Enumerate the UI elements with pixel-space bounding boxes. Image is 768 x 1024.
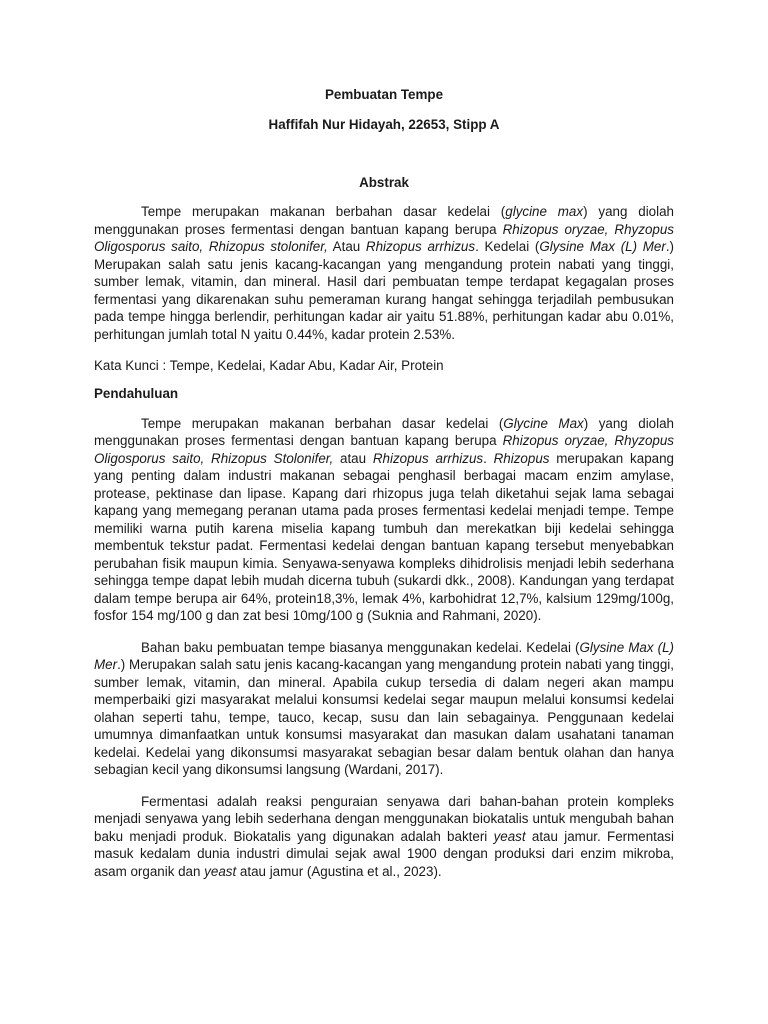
italic-term: Glycine Max	[503, 415, 584, 431]
abstract-paragraph: Tempe merupakan makanan berbahan dasar kedelai (glycine max) yang diolah menggunakan proses fermentasi dengan bantuan kapang berupa Rhizopus oryzae, Rhyzopus Oligosporus saito, Rhizopus stolonifer, Atau Rhizopus arrhizus. Kedelai (Glysine Max (L) Mer.) Merupakan salah satu jenis kacang-kacangan yang mengandung protein nabati yang tinggi, sumber lemak, vitamin, dan mineral. Hasil dari pembuatan tempe terdapat kegagalan proses fermentasi yang dikarenakan suhu pemeraman kurang hangat sehingga terjadilah pembusukan pada tempe hingga berlendir, perhitungan kadar air yaitu 51.88%, perhitungan kadar abu 0.01%, perhitungan jumlah total N yaitu 0.44%, kadar protein 2.53%.	[94, 204, 675, 342]
introduction-heading: Pendahuluan	[94, 385, 179, 401]
italic-term: Rhizopus	[493, 450, 550, 466]
document-page	[94, 86, 674, 894]
italic-term: yeast	[493, 828, 526, 844]
italic-term: Rhizopus oryzae, Rhyzopus Oligosporus saito, Rhizopus stolonifer,	[94, 221, 674, 254]
introduction-paragraph-3: Fermentasi adalah reaksi penguraian senyawa dari bahan-bahan protein kompleks menjadi senyawa yang lebih sederhana dengan menggunakan biokatalis untuk mengubah bahan baku menjadi produk. Biokatalis yang digunakan adalah bakteri yeast atau jamur. Fermentasi masuk kedalam dunia industri dimulai sejak awal 1900 dengan produksi dari enzim mikroba, asam organik dan yeast atau jamur (Agustina et al., 2023).	[94, 793, 674, 879]
introduction-paragraph-1: Tempe merupakan makanan berbahan dasar kedelai (Glycine Max) yang diolah menggunakan proses fermentasi dengan bantuan kapang berupa Rhizopus oryzae, Rhyzopus Oligosporus saito, Rhizopus Stolonifer, atau Rhizopus arrhizus. Rhizopus merupakan kapang yang penting dalam industri makanan sebagai penghasil berbagai macam enzim amylase, protease, pektinase dan lipase. Kapang dari rhizopus juga telah diketahui sejak lama sebagai kapang yang memegang peranan utama pada proses fermentasi kedelai menjadi tempe. Tempe memiliki warna putih karena miselia kapang tumbuh dan merekatkan biji kedelai sehingga membentuk tekstur padat. Fermentasi kedelai dengan bantuan kapang tersebut menyebabkan perubahan fisik maupun kimia. Senyawa-senyawa kompleks dihidrolisis menjadi lebih sederhana sehingga tempe dapat lebih mudah dicerna tubuh (sukardi dkk., 2008). Kandungan yang terdapat dalam tempe berupa air 64%, protein18,3%, lemak 4%, karbohidrat 12,7%, kalsium 129mg/100g, fosfor 154 mg/100 g dan zat besi 10mg/100 g (Suknia and Rahmani, 2020).	[94, 415, 674, 623]
introduction-paragraph-2: Bahan baku pembuatan tempe biasanya menggunakan kedelai. Kedelai (Glysine Max (L) Mer.) Merupakan salah satu jenis kacang-kacangan yang mengandung protein nabati yang tinggi, sumber lemak, vitamin, dan mineral. Apabila cukup tersedia di dalam negeri akan mampu memperbaiki gizi masyarakat melalui konsumsi kedelai segar maupun melalui konsumsi kedelai olahan seperti tahu, tempe, tauco, kecap, susu dan lain sebagainya. Penggunaan kedelai umumnya dimanfaatkan untuk konsumsi masyarakat dan masukan dalam usahatani tanaman kedelai. Kedelai yang dikonsumsi masyarakat sebagian besar dalam bentuk olahan dan hanya sebagian kecil yang dikonsumsi langsung (Wardani, 2017).	[94, 639, 674, 777]
abstract-heading: Abstrak	[359, 175, 409, 190]
italic-term: Glysine Max (L) Mer	[94, 639, 674, 672]
italic-term: Glysine Max (L) Mer	[539, 239, 666, 254]
author-line: Haffifah Nur Hidayah, 22653, Stipp A	[268, 117, 500, 132]
italic-term: Rhizopus arrhizus	[372, 450, 484, 466]
italic-term: Rhizopus arrhizus	[365, 239, 476, 254]
italic-term: glycine max	[505, 204, 584, 219]
document-title: Pembuatan Tempe	[324, 87, 444, 102]
italic-term: Rhizopus oryzae, Rhyzopus Oligosporus saito, Rhizopus Stolonifer,	[94, 433, 674, 466]
italic-term: yeast	[204, 863, 237, 879]
keywords-line: Kata Kunci : Tempe, Kedelai, Kadar Abu, Kadar Air, Protein	[94, 358, 444, 373]
